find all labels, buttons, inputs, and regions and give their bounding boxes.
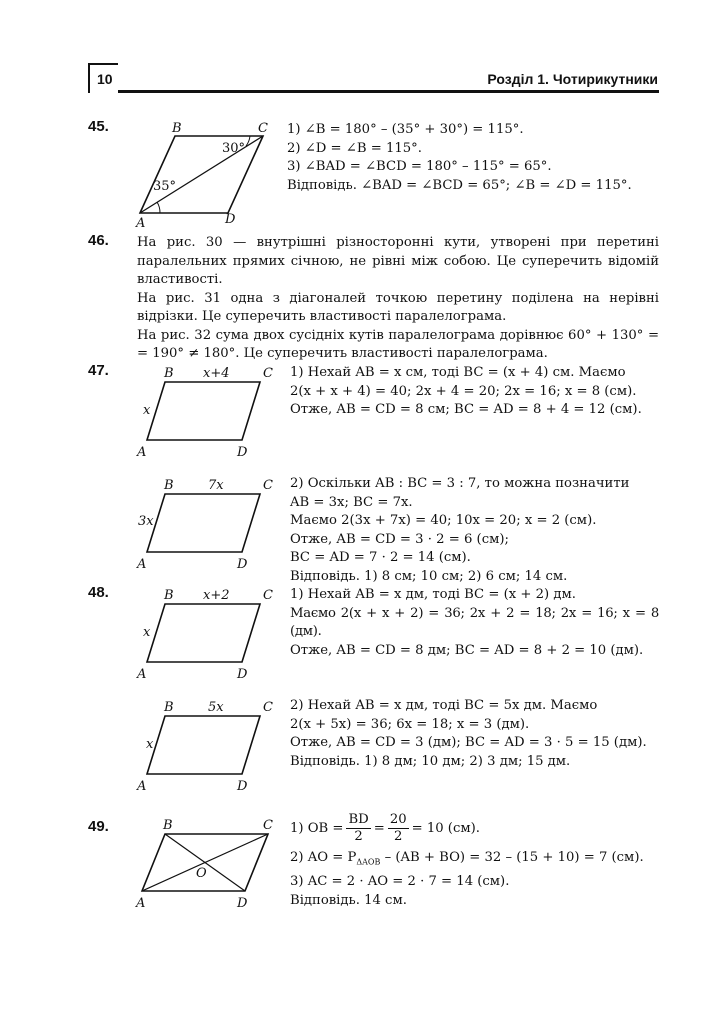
problem-48-number: 48.	[88, 584, 109, 601]
solution-line: Маємо 2(x + x + 2) = 36; 2x + 2 = 18; 2x = 16; x = 8 (дм).	[290, 605, 659, 639]
solution-line: 2(x + x + 4) = 40; 2x + 4 = 20; 2x = 16; x = 8 (см).	[290, 383, 637, 399]
perimeter-subscript: ΔAOB	[356, 857, 381, 867]
angle-arc-a	[157, 202, 160, 213]
parallelogram	[147, 494, 260, 552]
intersection-label-o: O	[196, 866, 207, 881]
vertex-label-c: C	[258, 121, 268, 136]
answer-line: Відповідь. 1) 8 см; 10 см; 2) 6 см; 14 см.	[290, 568, 568, 584]
page-number: 10	[97, 71, 113, 87]
problem-47-solution-1	[290, 364, 659, 420]
side-label-ab: x	[143, 403, 151, 418]
problem-48-figure-2	[130, 696, 280, 796]
solution-line: 2) Оскільки AB : BC = 3 : 7, то можна позначити	[290, 476, 630, 491]
vertex-label-d: D	[237, 667, 248, 682]
solution-line: 1) ∠B = 180° – (35° + 30°) = 115°.	[287, 122, 524, 137]
problem-47-solution-2	[290, 475, 659, 586]
vertex-label-c: C	[263, 818, 273, 833]
vertex-label-d: D	[237, 896, 248, 911]
vertex-label-b: B	[172, 121, 182, 136]
section-title: Розділ 1. Чотирикутники	[487, 71, 658, 87]
vertex-label-b: B	[164, 700, 174, 715]
side-label-bc: 7x	[208, 478, 224, 493]
paragraph: На рис. 31 одна з діагоналей точкою перетину поділена на нерівні відрізки. Це суперечить властивості паралелограма.	[137, 290, 659, 324]
side-label-ab: 3x	[138, 514, 154, 529]
solution-line: 2) Нехай AB = x дм, тоді BC = 5x дм. Маємо	[290, 698, 598, 713]
answer-line: Відповідь. ∠BAD = ∠BCD = 65°; ∠B = ∠D = 115°.	[287, 177, 632, 193]
side-label-bc: 5x	[208, 700, 224, 715]
fraction-bd-over-2	[346, 812, 370, 845]
answer-line: Відповідь. 1) 8 дм; 10 дм; 2) 3 дм; 15 дм.	[290, 753, 571, 769]
problem-49-number: 49.	[88, 818, 109, 835]
solution-line: 2) ∠D = ∠B = 115°.	[287, 140, 422, 156]
fraction-20-over-2	[388, 812, 409, 845]
step-2-rhs: – (AB + BO) = 32 – (15 + 10) = 7 (см).	[380, 850, 644, 865]
solution-line: Отже, AB = CD = 3 · 2 = 6 (см);	[290, 531, 509, 547]
solution-line: Отже, AB = CD = 8 см; BC = AD = 8 + 4 = 12 (см).	[290, 402, 642, 417]
solution-line-2	[290, 848, 660, 872]
denominator: 2	[354, 828, 363, 844]
solution-line: 1) Нехай AB = x дм, тоді BC = (x + 2) дм.	[290, 587, 576, 602]
angle-label-a: 35°	[153, 179, 177, 194]
problem-47-number: 47.	[88, 362, 109, 379]
solution-line: 2(x + 5x) = 36; 6x = 18; x = 3 (дм).	[290, 716, 530, 732]
vertex-label-b: B	[164, 478, 174, 493]
vertex-label-b: B	[164, 366, 174, 381]
side-label-bc: x+4	[203, 366, 230, 381]
denominator: 2	[394, 828, 403, 844]
vertex-label-a: A	[136, 896, 146, 911]
step-2-lhs: 2) AO = P	[290, 850, 357, 865]
problem-49-solution	[290, 810, 660, 910]
equals-sign: =	[373, 820, 385, 836]
problem-49-figure	[130, 814, 280, 914]
problem-48-solution-2	[290, 697, 659, 771]
vertex-label-c: C	[263, 366, 273, 381]
parallelogram	[147, 716, 260, 774]
problem-47-figure-1	[130, 362, 280, 462]
vertex-label-b: B	[163, 818, 173, 833]
angle-label-c: 30°	[222, 141, 246, 156]
vertex-label-c: C	[263, 588, 273, 603]
step-1-lhs: 1) OB =	[290, 820, 344, 836]
solution-line: Маємо 2(3x + 7x) = 40; 10x = 20; x = 2 (см).	[290, 513, 597, 528]
vertex-label-a: A	[136, 216, 146, 231]
solution-line: 3) ∠BAD = ∠BCD = 180° – 115° = 65°.	[287, 159, 552, 174]
numerator: BD	[348, 811, 369, 827]
vertex-label-c: C	[263, 700, 273, 715]
problem-48-figure-1	[130, 584, 280, 684]
vertex-label-a: A	[137, 667, 147, 682]
vertex-label-b: B	[164, 588, 174, 603]
solution-line-3: 3) AC = 2 · AO = 2 · 7 = 14 (см).	[290, 873, 510, 889]
vertex-label-a: A	[137, 779, 147, 794]
vertex-label-d: D	[237, 779, 248, 794]
solution-line: 1) Нехай AB = x см, тоді BC = (x + 4) см. Маємо	[290, 365, 626, 380]
problem-48-solution-1	[290, 586, 659, 660]
solution-line: BC = AD = 7 · 2 = 14 (см).	[290, 550, 471, 565]
numerator: 20	[389, 811, 407, 827]
vertex-label-a: A	[137, 557, 147, 572]
problem-46-text	[137, 234, 659, 364]
problem-45-figure	[130, 118, 280, 230]
problem-45-number: 45.	[88, 118, 109, 135]
problem-47-figure-2	[130, 474, 280, 574]
solution-line: AB = 3x; BC = 7x.	[290, 494, 413, 510]
header-rule	[118, 90, 659, 93]
solution-line-1	[290, 810, 660, 846]
solution-line: Отже, AB = CD = 3 (дм); BC = AD = 3 · 5 = 15 (дм).	[290, 735, 647, 750]
vertex-label-a: A	[137, 445, 147, 460]
parallelogram	[147, 604, 260, 662]
problem-46-number: 46.	[88, 232, 109, 249]
vertex-label-d: D	[225, 212, 236, 227]
vertex-label-d: D	[237, 445, 248, 460]
paragraph: На рис. 32 сума двох сусідніх кутів паралелограма дорівнює 60° + 130° = = 190° ≠ 180°. Це суперечить властивості паралелограма.	[137, 327, 659, 361]
vertex-label-d: D	[237, 557, 248, 572]
diagonal-bd	[165, 834, 245, 891]
side-label-ab: x	[146, 737, 154, 752]
paragraph: На рис. 30 — внутрішні різносторонні кути, утворені при перетині паралельних прямих січною, не рівні між собою. Це суперечить відомій властивості.	[137, 235, 659, 287]
answer-line: Відповідь. 14 см.	[290, 892, 407, 908]
side-label-bc: x+2	[203, 588, 230, 603]
side-label-ab: x	[143, 625, 151, 640]
parallelogram	[147, 382, 260, 440]
step-1-result: = 10 (см).	[411, 820, 480, 836]
solution-line: Отже, AB = CD = 8 дм; BC = AD = 8 + 2 = 10 (дм).	[290, 642, 644, 658]
problem-45-solution	[287, 121, 632, 195]
vertex-label-c: C	[263, 478, 273, 493]
